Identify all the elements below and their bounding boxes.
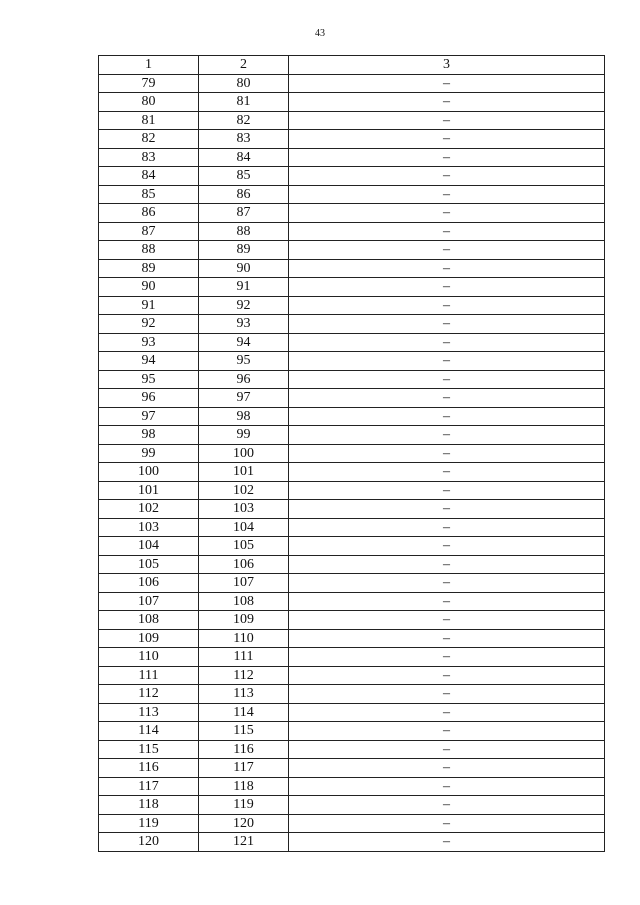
table-cell-col-2: 92 [199,296,289,315]
table-cell-col-1: 84 [99,167,199,186]
table-row [99,611,605,630]
table-cell-col-2: 80 [199,74,289,93]
table-cell-col-2: 116 [199,740,289,759]
table-cell-col-1: 89 [99,259,199,278]
table-row [99,537,605,556]
table-cell-col-3: – [289,167,605,186]
table-cell-col-3: – [289,796,605,815]
table-cell-col-2: 110 [199,629,289,648]
table-cell-col-3: – [289,833,605,852]
table-cell-col-3: – [289,241,605,260]
table-cell-col-1: 99 [99,444,199,463]
table-row [99,518,605,537]
table-row [99,204,605,223]
table-cell-col-3: – [289,611,605,630]
table-cell-col-1: 118 [99,796,199,815]
data-table [98,55,605,852]
table-cell-col-1: 111 [99,666,199,685]
table-cell-col-1: 104 [99,537,199,556]
table-cell-col-1: 93 [99,333,199,352]
table-cell-col-1: 107 [99,592,199,611]
table-row [99,278,605,297]
table-row [99,426,605,445]
table-cell-col-3: – [289,703,605,722]
table-row [99,555,605,574]
table-cell-col-3: – [289,777,605,796]
column-header-1: 1 [99,56,199,75]
table-cell-col-1: 109 [99,629,199,648]
table-cell-col-3: – [289,500,605,519]
table-cell-col-2: 96 [199,370,289,389]
table-cell-col-2: 114 [199,703,289,722]
table-cell-col-1: 119 [99,814,199,833]
table-cell-col-2: 107 [199,574,289,593]
table-cell-col-1: 86 [99,204,199,223]
table-cell-col-1: 101 [99,481,199,500]
table-cell-col-3: – [289,629,605,648]
table-row [99,407,605,426]
table-row [99,685,605,704]
table-row [99,74,605,93]
table-row [99,722,605,741]
table-row [99,296,605,315]
table-cell-col-2: 98 [199,407,289,426]
table-cell-col-2: 102 [199,481,289,500]
table-cell-col-2: 97 [199,389,289,408]
table-cell-col-2: 87 [199,204,289,223]
table-cell-col-3: – [289,407,605,426]
column-header-2: 2 [199,56,289,75]
table-cell-col-1: 87 [99,222,199,241]
table-cell-col-3: – [289,93,605,112]
table-cell-col-3: – [289,370,605,389]
table-cell-col-3: – [289,426,605,445]
table-cell-col-3: – [289,333,605,352]
table-row [99,389,605,408]
table-cell-col-1: 117 [99,777,199,796]
table-row [99,592,605,611]
table-cell-col-3: – [289,481,605,500]
table-row [99,833,605,852]
table-row [99,814,605,833]
table-cell-col-3: – [289,759,605,778]
table-row [99,481,605,500]
table-row [99,574,605,593]
table-header-row [99,56,605,75]
table-row [99,222,605,241]
table-cell-col-1: 91 [99,296,199,315]
table-cell-col-2: 120 [199,814,289,833]
table-row [99,315,605,334]
table-row [99,648,605,667]
table-cell-col-2: 85 [199,167,289,186]
table-cell-col-3: – [289,315,605,334]
table-row [99,370,605,389]
table-row [99,463,605,482]
table-cell-col-1: 100 [99,463,199,482]
table-cell-col-3: – [289,463,605,482]
table-cell-col-2: 105 [199,537,289,556]
table-cell-col-2: 111 [199,648,289,667]
table-cell-col-2: 90 [199,259,289,278]
table-body [99,74,605,851]
table-cell-col-1: 79 [99,74,199,93]
table-cell-col-1: 105 [99,555,199,574]
table-row [99,111,605,130]
table-cell-col-2: 83 [199,130,289,149]
table-cell-col-2: 112 [199,666,289,685]
table-cell-col-2: 115 [199,722,289,741]
table-cell-col-3: – [289,592,605,611]
table-cell-col-1: 114 [99,722,199,741]
table-row [99,444,605,463]
table-cell-col-1: 88 [99,241,199,260]
table-cell-col-2: 119 [199,796,289,815]
table-cell-col-3: – [289,296,605,315]
table-row [99,185,605,204]
table-cell-col-2: 100 [199,444,289,463]
table-cell-col-3: – [289,648,605,667]
table-cell-col-3: – [289,814,605,833]
table-cell-col-3: – [289,352,605,371]
table-cell-col-3: – [289,259,605,278]
table-cell-col-3: – [289,740,605,759]
table-cell-col-2: 84 [199,148,289,167]
table-cell-col-1: 120 [99,833,199,852]
table-cell-col-1: 81 [99,111,199,130]
table-cell-col-1: 80 [99,93,199,112]
table-row [99,759,605,778]
table-cell-col-1: 98 [99,426,199,445]
table-cell-col-1: 95 [99,370,199,389]
table-cell-col-3: – [289,555,605,574]
table-cell-col-2: 106 [199,555,289,574]
table-cell-col-1: 97 [99,407,199,426]
table-row [99,333,605,352]
table-cell-col-3: – [289,389,605,408]
table-cell-col-1: 102 [99,500,199,519]
table-cell-col-3: – [289,666,605,685]
table-cell-col-1: 112 [99,685,199,704]
table-row [99,740,605,759]
table-row [99,777,605,796]
table-cell-col-2: 117 [199,759,289,778]
table-cell-col-3: – [289,444,605,463]
table-cell-col-2: 103 [199,500,289,519]
table-cell-col-1: 83 [99,148,199,167]
table-row [99,130,605,149]
table-cell-col-2: 86 [199,185,289,204]
table-cell-col-1: 90 [99,278,199,297]
table-cell-col-3: – [289,537,605,556]
table-cell-col-3: – [289,574,605,593]
table-cell-col-1: 116 [99,759,199,778]
table-row [99,703,605,722]
table-cell-col-1: 110 [99,648,199,667]
table-cell-col-2: 113 [199,685,289,704]
table-cell-col-2: 121 [199,833,289,852]
table-cell-col-2: 81 [199,93,289,112]
table-cell-col-3: – [289,204,605,223]
table-cell-col-3: – [289,278,605,297]
table-row [99,148,605,167]
column-header-3: 3 [289,56,605,75]
table-row [99,629,605,648]
table-row [99,352,605,371]
table-cell-col-2: 108 [199,592,289,611]
table-cell-col-2: 89 [199,241,289,260]
table-cell-col-2: 118 [199,777,289,796]
table-row [99,93,605,112]
table-row [99,259,605,278]
table-cell-col-2: 88 [199,222,289,241]
table-cell-col-2: 109 [199,611,289,630]
table-row [99,500,605,519]
table-cell-col-2: 104 [199,518,289,537]
table-cell-col-2: 94 [199,333,289,352]
table-cell-col-3: – [289,222,605,241]
table-cell-col-2: 93 [199,315,289,334]
table-cell-col-3: – [289,685,605,704]
table-row [99,241,605,260]
table-cell-col-1: 115 [99,740,199,759]
table-cell-col-3: – [289,111,605,130]
table-cell-col-2: 101 [199,463,289,482]
table-cell-col-1: 108 [99,611,199,630]
table-cell-col-1: 82 [99,130,199,149]
table-cell-col-3: – [289,130,605,149]
table-cell-col-3: – [289,74,605,93]
table-cell-col-3: – [289,722,605,741]
table-cell-col-3: – [289,148,605,167]
table-cell-col-2: 82 [199,111,289,130]
table-cell-col-3: – [289,518,605,537]
table-cell-col-2: 95 [199,352,289,371]
table-cell-col-1: 113 [99,703,199,722]
table-cell-col-1: 96 [99,389,199,408]
page-number: 43 [315,28,325,39]
table-row [99,666,605,685]
table-row [99,167,605,186]
table-cell-col-2: 99 [199,426,289,445]
table-cell-col-1: 94 [99,352,199,371]
table-cell-col-3: – [289,185,605,204]
table-cell-col-1: 106 [99,574,199,593]
table-cell-col-2: 91 [199,278,289,297]
table-row [99,796,605,815]
table-cell-col-1: 92 [99,315,199,334]
table-cell-col-1: 85 [99,185,199,204]
table-cell-col-1: 103 [99,518,199,537]
